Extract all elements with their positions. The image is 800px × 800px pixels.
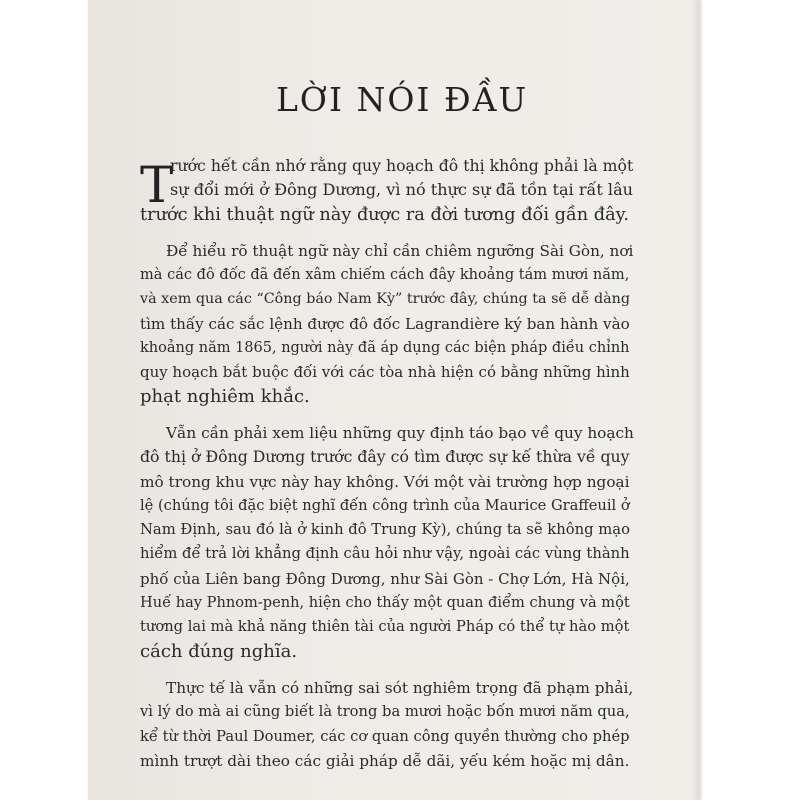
paragraph-3-line-8: Huế hay Phnom-penh, hiện cho thấy một quan điểm chung và một bbox=[140, 594, 630, 612]
paragraph-3-line-9: tương lai mà khả năng thiên tài của người Pháp có thể tự hào một bbox=[140, 618, 630, 636]
paragraph-4-line-3: kể từ thời Paul Doumer, các cơ quan công quyền thường cho phép bbox=[140, 727, 630, 745]
paragraph-3-line-7: phố của Liên bang Đông Dương, như Sài Gòn - Chợ Lớn, Hà Nội, bbox=[140, 569, 630, 588]
paragraph-2-line-3: và xem qua các “Công báo Nam Kỳ” trước đây, chúng ta sẽ dễ dàng bbox=[140, 291, 631, 308]
paragraph-2-line-7: phạt nghiêm khắc. bbox=[140, 385, 310, 407]
paragraph-2-line-4: tìm thấy các sắc lệnh được đô đốc Lagrandière ký ban hành vào bbox=[140, 314, 630, 333]
paragraph-4-line-4: mình trượt dài theo các giải pháp dễ dãi, yếu kém hoặc mị dân. bbox=[140, 751, 630, 770]
paragraph-2-line-5: khoảng năm 1865, người này đã áp dụng các biện pháp điều chỉnh bbox=[140, 340, 630, 357]
paragraph-2-line-6: quy hoạch bắt buộc đối với các tòa nhà hiện có bằng những hình bbox=[140, 363, 630, 382]
paragraph-4-line-1: Thực tế là vẫn có những sai sót nghiêm trọng đã phạm phải, bbox=[166, 678, 634, 697]
paragraph-1-line-2: sự đổi mới ở Đông Dương, vì nó thực sự đã tồn tại rất lâu bbox=[170, 180, 634, 200]
paragraph-4-line-2: vì lý do mà ai cũng biết là trong ba mươi hoặc bốn mươi năm qua, bbox=[140, 703, 630, 721]
page-edge-shadow bbox=[690, 0, 700, 800]
paragraph-3-line-2: đô thị ở Đông Dương trước đây có tìm được sự kế thừa về quy bbox=[140, 447, 630, 467]
paragraph-3-line-3: mô trong khu vực này hay không. Với một vài trường hợp ngoại bbox=[140, 472, 630, 491]
paragraph-2-line-2: mà các đô đốc đã đến xâm chiếm cách đây khoảng tám mươi năm, bbox=[140, 266, 630, 284]
paragraph-1-line-3: trước khi thuật ngữ này được ra đời tương đối gần đây. bbox=[140, 204, 629, 225]
paragraph-3-line-4: lệ (chúng tôi đặc biệt nghĩ đến công trình của Maurice Graffeuil ở bbox=[140, 496, 630, 514]
book-page bbox=[88, 0, 700, 800]
paragraph-3-line-5: Nam Định, sau đó là ở kinh đô Trung Kỳ), chúng ta sẽ không mạo bbox=[140, 521, 630, 539]
paragraph-3-line-10: cách đúng nghĩa. bbox=[140, 640, 298, 662]
body-text bbox=[140, 154, 634, 773]
paragraph-1-line-1: rước hết cần nhớ rằng quy hoạch đô thị không phải là một bbox=[170, 156, 634, 175]
paragraph-2-line-1: Để hiểu rõ thuật ngữ này chỉ cần chiêm ngưỡng Sài Gòn, nơi bbox=[166, 241, 634, 260]
paragraph-3-line-1: Vẫn cần phải xem liệu những quy định táo bạo về quy hoạch bbox=[166, 423, 634, 442]
drop-cap: T bbox=[140, 156, 174, 214]
page-title: LỜI NÓI ĐẦU bbox=[276, 80, 529, 119]
paragraph-3-line-6: hiểm để trả lời khẳng định câu hỏi như vậy, ngoài các vùng thành bbox=[140, 545, 630, 563]
